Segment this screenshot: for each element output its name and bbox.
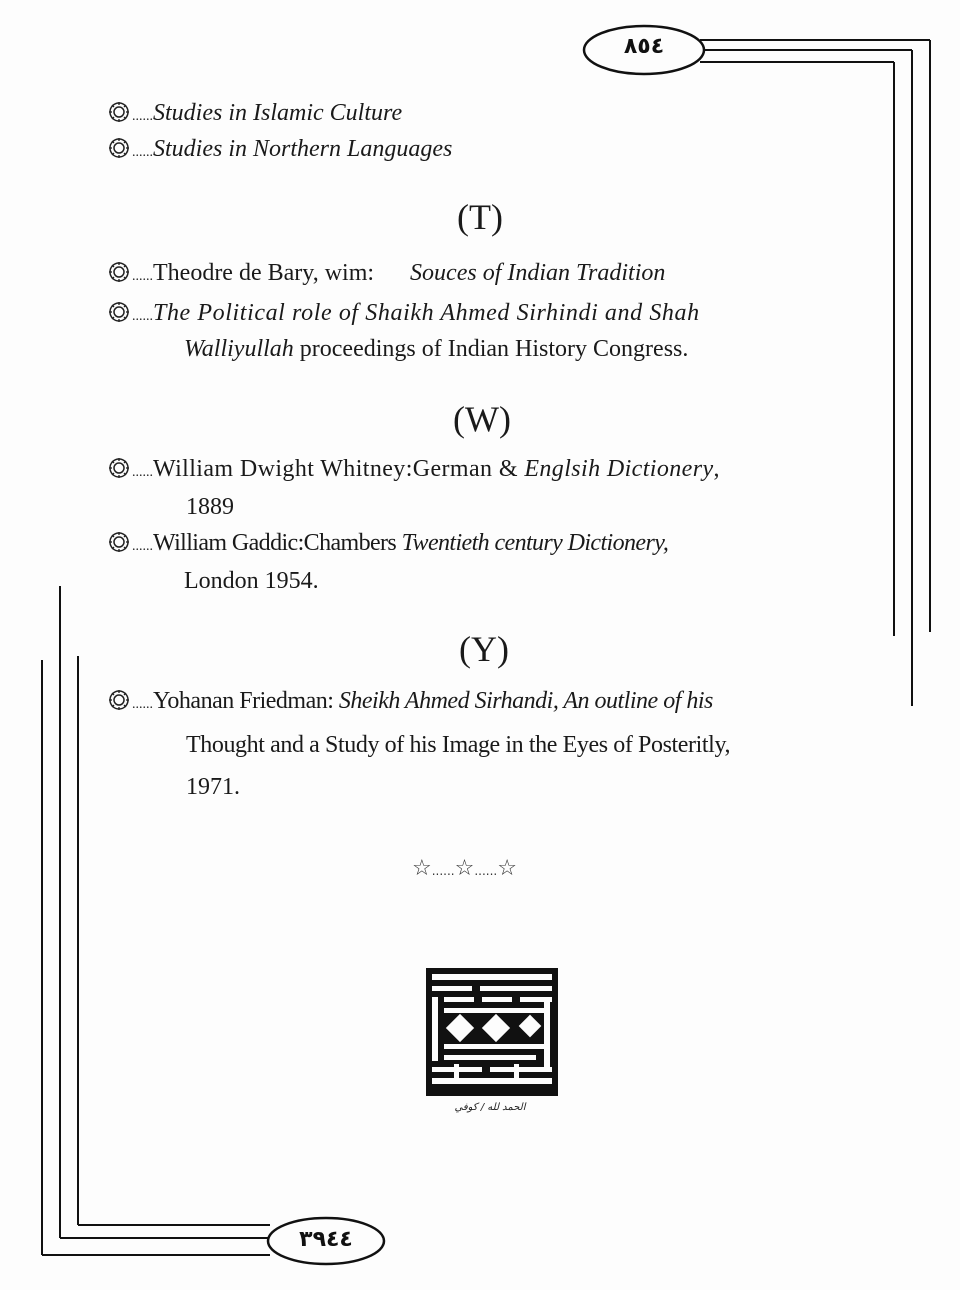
list-item-continuation: Thought and a Study of his Image in the Eyes of Posteritly,: [186, 732, 731, 758]
page-number-bottom: ٣٩٤٤: [299, 1227, 353, 1252]
entry-title: Souces of Indian Tradition: [410, 260, 666, 286]
list-item: ......Studies in Islamic Culture: [108, 96, 402, 134]
kufic-calligraphy-logo: [424, 966, 560, 1098]
star-icon: ☆: [454, 856, 475, 881]
list-item-continuation: [184, 332, 688, 366]
star-icon: ☆: [497, 856, 517, 881]
flower-bullet-icon: [108, 137, 130, 159]
entry-title: Twentieth century Dictionery,: [401, 530, 669, 556]
list-item-continuation: London 1954.: [184, 568, 319, 594]
ornament-stars: ☆......☆......☆: [412, 856, 517, 881]
entry-author: William Dwight Whitney:German &: [153, 456, 525, 482]
entry-author: William Gaddic:Chambers: [153, 530, 402, 556]
entry-title: Walliyullah: [184, 336, 294, 362]
entry-author: Yohanan Friedman:: [153, 688, 339, 714]
star-icon: ☆: [412, 856, 432, 881]
list-item: ......The Political role of Shaikh Ahmed Sirhindi and Shah: [108, 296, 700, 334]
list-item: ......Theodre de Bary, wim: Souces of Indian Tradition: [108, 256, 665, 294]
entry-author: Theodre de Bary, wim:: [153, 260, 375, 286]
entry-title: The Political role of Shaikh Ahmed Sirhindi and Shah: [153, 300, 700, 326]
list-item: ......William Gaddic:Chambers Twentieth century Dictionery,: [108, 526, 668, 564]
flower-bullet-icon: [108, 531, 130, 553]
list-item-continuation: 1889: [186, 494, 234, 520]
flower-bullet-icon: [108, 261, 130, 283]
page-number-top: ٨٥٤: [623, 34, 665, 59]
section-heading-w: (W): [453, 399, 511, 439]
flower-bullet-icon: [108, 689, 130, 711]
section-heading-t: (T): [457, 197, 503, 237]
entry-source: proceedings of Indian History Congress.: [293, 336, 689, 362]
entry-title: Studies in Islamic Culture: [153, 100, 403, 126]
entry-title: Studies in Northern Languages: [153, 136, 453, 162]
flower-bullet-icon: [108, 457, 130, 479]
entry-title: Englsih Dictionery: [524, 456, 714, 482]
list-item-continuation: 1971.: [186, 774, 240, 800]
list-item: ......Yohanan Friedman: Sheikh Ahmed Sirhandi, An outline of his: [108, 684, 713, 722]
flower-bullet-icon: [108, 301, 130, 323]
section-heading-y: (Y): [459, 629, 509, 669]
list-item: ......Studies in Northern Languages: [108, 132, 452, 170]
entry-title: Sheikh Ahmed Sirhandi, An outline of his: [338, 688, 713, 714]
list-item: ......William Dwight Whitney:German & Englsih Dictionery,: [108, 452, 720, 490]
logo-caption: الحمد لله / كوفي: [454, 1102, 526, 1113]
flower-bullet-icon: [108, 101, 130, 123]
